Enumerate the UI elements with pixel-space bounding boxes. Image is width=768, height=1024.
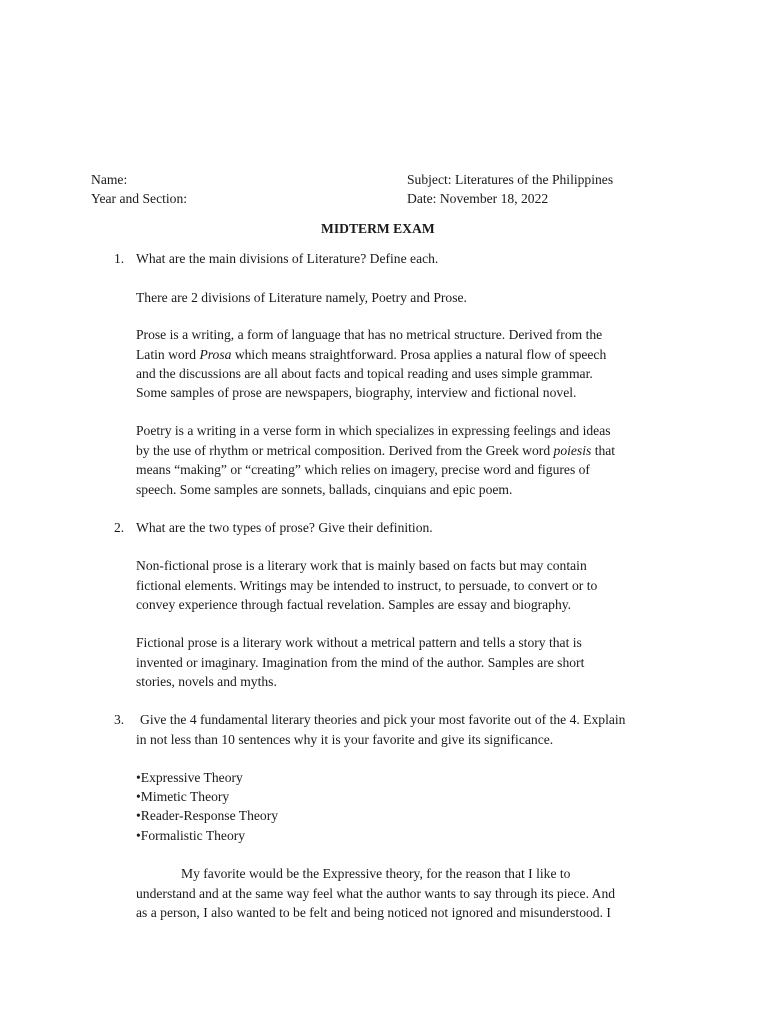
poetry-line: Poetry is a writing in a verse form in which specializes in expressing feelings and ideas — [136, 423, 611, 438]
q2-question: What are the two types of prose? Give their definition. — [136, 520, 433, 535]
prose-line — [136, 345, 606, 364]
theory-list-item: •Expressive Theory — [136, 770, 243, 785]
nonfiction-line: Non-fictional prose is a literary work that is mainly based on facts but may contain — [136, 558, 587, 573]
date-text: Date: November 18, 2022 — [407, 191, 549, 206]
poetry-text: by the use of rhythm or metrical composition. Derived from the Greek word — [136, 443, 554, 458]
q2-number: 2. — [114, 520, 125, 535]
nonfiction-line: convey experience through factual revelation. Samples are essay and biography. — [136, 597, 572, 612]
theory-list-item: •Reader-Response Theory — [136, 808, 279, 823]
prose-line: Some samples of prose are newspapers, biography, interview and fictional novel. — [136, 385, 577, 400]
fiction-line: stories, novels and myths. — [136, 674, 277, 689]
q3-question-line: Give the 4 fundamental literary theories and pick your most favorite out of the 4. Explain — [140, 712, 626, 727]
answer-line: as a person, I also wanted to be felt and being noticed not ignored and misunderstood. I — [136, 905, 611, 920]
poiesis-italic: poiesis — [553, 443, 592, 458]
theory-list-item: •Mimetic Theory — [136, 789, 230, 804]
q1-question: What are the main divisions of Literature? Define each. — [136, 251, 439, 266]
prose-line: and the discussions are all about facts and topical reading and uses simple grammar. — [136, 366, 593, 381]
answer-line: understand and at the same way feel what the author wants to say through its piece. And — [136, 886, 616, 901]
poetry-text: that — [591, 443, 616, 458]
prosa-italic: Prosa — [199, 347, 232, 362]
fiction-line: Fictional prose is a literary work without a metrical pattern and tells a story that is — [136, 635, 582, 650]
poetry-line: means “making” or “creating” which relies on imagery, precise word and figures of — [136, 462, 590, 477]
poetry-line — [136, 441, 615, 460]
prose-text: which means straightforward. Prosa applies a natural flow of speech — [231, 347, 607, 362]
q1-intro: There are 2 divisions of Literature namely, Poetry and Prose. — [136, 290, 467, 305]
answer-line: My favorite would be the Expressive theory, for the reason that I like to — [181, 866, 571, 881]
fiction-line: invented or imaginary. Imagination from the mind of the author. Samples are short — [136, 655, 585, 670]
prose-line: Prose is a writing, a form of language that has no metrical structure. Derived from the — [136, 327, 603, 342]
q3-number: 3. — [114, 712, 125, 727]
poetry-line: speech. Some samples are sonnets, ballads, cinquians and epic poem. — [136, 482, 513, 497]
nonfiction-line: fictional elements. Writings may be intended to instruct, to persuade, to convert or to — [136, 578, 598, 593]
year-section-label: Year and Section: — [91, 191, 188, 206]
theory-list-item: •Formalistic Theory — [136, 828, 246, 843]
subject-text: Subject: Literatures of the Philippines — [407, 172, 614, 187]
q1-number: 1. — [114, 251, 125, 266]
q3-question-line: in not less than 10 sentences why it is your favorite and give its significance. — [136, 732, 554, 747]
exam-title: MIDTERM EXAM — [321, 221, 435, 236]
name-label: Name: — [91, 172, 128, 187]
prose-text: Latin word — [136, 347, 200, 362]
